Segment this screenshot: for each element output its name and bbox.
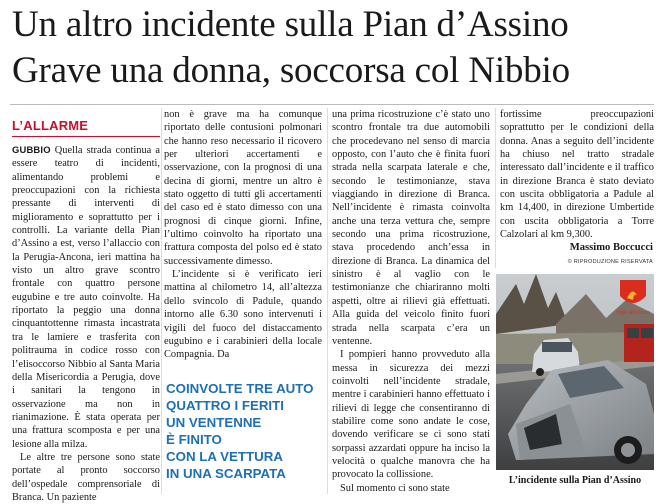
column-divider-3 — [495, 108, 496, 268]
pullquote-line: CON LA VETTURA — [166, 449, 283, 465]
article-column-1 — [12, 143, 160, 503]
col2-paragraph-1: non è grave ma ha comunque riportato delle contusioni polmonari che hanno reso necessario il ricovero per ulteriori accertamenti e osservazione, con la prognosi di una decina di giorni, mentre un altro è stato oggetto di tutti gli accertamenti del caso ed è stato dimesso con una prognosi di cinque giorni. Infine, l’ultimo coinvolto ha riportato una frattura composta del polso ed è stato successivamente dimesso. — [164, 109, 322, 267]
kicker-underline — [12, 136, 160, 137]
column-divider-2 — [327, 108, 328, 494]
col4-paragraph-1: fortissime preoccupazioni soprattutto per le condizioni della donna. Anas a seguito dell’incidente ha chiuso nel tratto stradale interessato dall’incidente e il traffico in direzione Branca è stato deviato con uscita obbligatoria a Padule al km 14,400, in direzione Umbertide con uscita obbligatoria a Torre Calzolari al km 9,300. — [500, 109, 654, 241]
article-column-3 — [332, 108, 490, 494]
col1-body-text: Quella strada continua a essere teatro di incidenti, alimentando problemi e preoccupazioni con la richiesta pressante di interventi di miglioramento e soprattutto per i controlli. La variante della Pian d’Assino a est, verso l’allaccio con la Perugia-Ancona, ieri mattina ha visto un altro grave scontro frontale con quattro persone eugubine e tre auto coinvolte. Ha riportato la peggio una donna cinquantottenne rimasta incastrata tra le lamiere e trasferita con politrauma in codice rosso con l’elisoccorso Nibbio al Santa Maria della Misericordia a Perugia, dove i sanitari la tengono in osservazione ma non in rianimazione. È stata operata per una frattura scomposta e per una lesione alla milza. — [12, 145, 160, 450]
col1-paragraph-1 — [12, 143, 160, 451]
header-divider — [10, 104, 654, 105]
section-kicker: L’ALLARME — [12, 118, 89, 133]
pullquote-line: È FINITO — [166, 432, 222, 448]
logo-text: Vigili del Fuoco — [616, 310, 650, 316]
col1-paragraph-2: Le altre tre persone sono state portate al pronto soccorso dell’ospedale comprensoriale di Branca. Un paziente — [12, 451, 160, 503]
pullquote-line: QUATTRO I FERITI — [166, 398, 284, 414]
photo-caption: L’incidente sulla Pian d’Assino — [508, 475, 642, 486]
pullquote-line: UN VENTENNE — [166, 415, 262, 431]
article-column-2 — [164, 108, 322, 368]
headline-line-1: Un altro incidente sulla Pian d’Assino — [12, 4, 569, 45]
pull-quote — [166, 380, 324, 483]
dateline: GUBBIO — [12, 144, 51, 155]
pullquote-line: IN UNA SCARPATA — [166, 466, 286, 482]
fire-truck — [624, 324, 654, 362]
article-column-4 — [500, 108, 654, 241]
column-divider-1 — [161, 108, 162, 494]
accident-photo-illustration — [496, 274, 654, 470]
accident-photo — [496, 274, 654, 470]
col3-paragraph-2: I pompieri hanno provveduto alla messa in sicurezza dei mezzi coinvolti nell’incidente stradale, mentre i carabinieri hanno effettuato i rilievi di legge che consentiranno di stabilire come sono andate le cose, dovendo verificare se ci sono stati sorpassi azzardati oppure ha inciso la velocità o qualche manovra che ha provocato la collissione. — [332, 349, 490, 481]
col3-paragraph-3: Sul momento ci sono state — [340, 482, 450, 494]
copyright-notice: © RIPRODUZIONE RISERVATA — [567, 259, 653, 265]
headline-line-2: Grave una donna, soccorsa col Nibbio — [12, 50, 570, 91]
col3-paragraph-1: una prima ricostruzione c’è stato uno scontro frontale tra due automobili che procedevano nel senso di marcia opposto, con l’auto che è finita fuori strada nella scarpata laterale e che, secondo le testimonianze, stava viaggiando in direzione di Branca. Nell’incidente è rimasta coinvolta anche una terza vettura che, sempre secondo una prima ricostruzione, stava procedendo anch’essa in direzione di Branca. La dinamica del sinistro è al vaglio con le testimonianze che chiariranno molti aspetti, oltre ai rilievi già effettuati. Alla guida del veicolo finito fuori strada nella scarpata c’era un ventenne. — [332, 109, 490, 347]
pullquote-line: COINVOLTE TRE AUTO — [166, 381, 314, 396]
col2-paragraph-2: L’incidente si è verificato ieri mattina al chilometro 14, all’altezza dello svincolo di Padule, quando intorno alle 6.30 sono intervenuti i vigili del fuoco del distaccamento eugubino e i carabinieri della locale Compagnia. Da — [164, 269, 322, 361]
byline: Massimo Boccucci — [569, 242, 653, 253]
